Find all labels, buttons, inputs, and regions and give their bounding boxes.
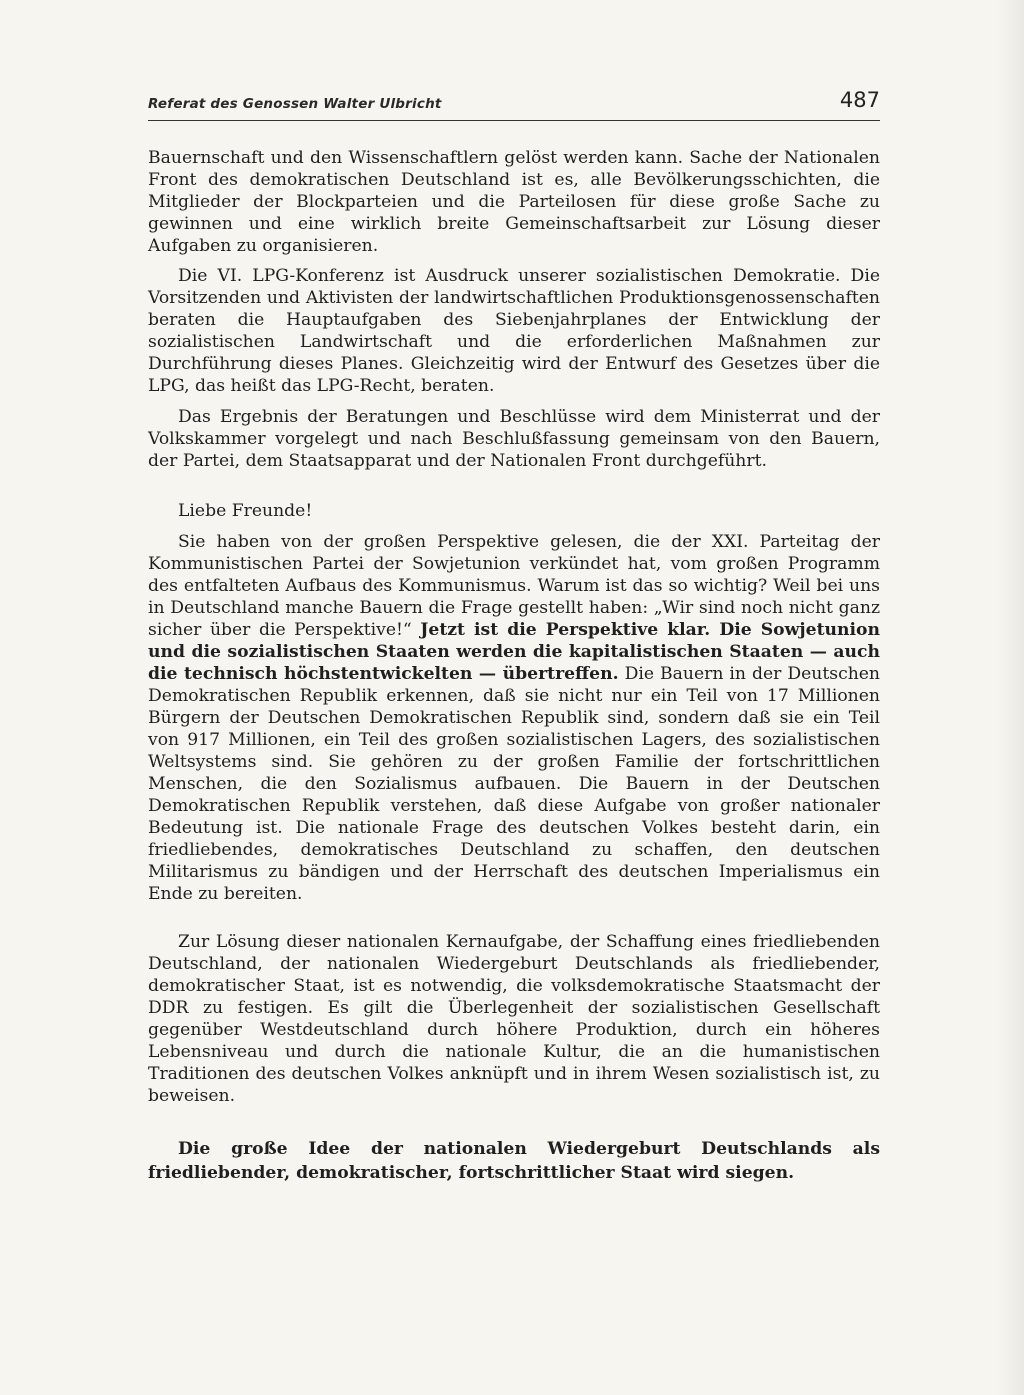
page-number: 487 — [839, 88, 880, 112]
paragraph-2: Die VI. LPG-Konferenz ist Ausdruck unserer sozialistischen Demokratie. Die Vorsitzenden und Aktivisten der landwirtschaftlichen Produktionsgenossenschaften beraten die Hauptaufgaben des Siebenjahrplanes der Entwicklung der sozialistischen Landwirtschaft und die erforderlichen Maßnahmen zur Durchführung dieses Planes. Gleichzeitig wird der Entwurf des Gesetzes über die LPG, das heißt das LPG-Recht, beraten. — [148, 266, 880, 396]
paragraph-3: Das Ergebnis der Beratungen und Beschlüsse wird dem Ministerrat und der Volkskammer vorgelegt und nach Beschlußfassung gemeinsam von den Bauern, der Partei, dem Staatsapparat und der Nationalen Front durchgeführt. — [148, 407, 880, 471]
body-text — [148, 147, 880, 1202]
closing-statement: Die große Idee der nationalen Wiedergeburt Deutschlands als friedliebender, demokratischer, fortschrittlicher Staat wird siegen. — [148, 1139, 880, 1183]
paragraph-4-continuation: Die Bauern in der Deutschen Demokratischen Republik erkennen, daß sie nicht nur ein Teil von 17 Millionen Bürgern der Deutschen Demokratischen Republik sind, sondern daß sie ein Teil von 917 Millionen, ein Teil des großen sozialistischen Lagers, des sozialistischen Weltsystems sind. Sie gehören zu der großen Familie der fortschrittlichen Menschen, die den Sozialismus aufbauen. Die Bauern in der Deutschen Demokratischen Republik verstehen, daß diese Aufgabe von großer nationaler Bedeutung ist. Die nationale Frage des deutschen Volkes besteht darin, ein friedliebendes, demokratisches Deutschland zu schaffen, den deutschen Militarismus zu bändigen und der Herrschaft des deutschen Imperialismus ein Ende zu bereiten. — [148, 664, 881, 904]
document-page — [148, 0, 880, 1395]
paragraph-4-intro: Sie haben von der großen Perspektive gelesen, die der XXI. Parteitag der Kommunistischen Partei der Sowjetunion verkündet hat, vom großen Programm des entfalteten Aufbaus des Kommunismus. Warum ist das so wichtig? Weil bei uns in Deutschland manche Bauern die Frage gestellt haben: „Wir sind noch nicht ganz sicher über die Perspektive!“ — [148, 532, 880, 640]
paragraph-4-emphasis: Jetzt ist die Perspektive klar. Die Sowjetunion und die sozialistischen Staaten werden die kapitalistischen Staaten — auch die technisch höchstentwickelten — übertreffen. — [148, 620, 880, 684]
salutation: Liebe Freunde! — [178, 501, 313, 521]
paragraph-1: Bauernschaft und den Wissenschaftlern gelöst werden kann. Sache der Nationalen Front des demokratischen Deutschland ist es, alle Bevölkerungsschichten, die Mitglieder der Blockparteien und die Parteilosen für diese große Sache zu gewinnen und eine wirklich breite Gemeinschaftsarbeit zur Lösung dieser Aufgaben zu organisieren. — [148, 148, 880, 256]
paragraph-4 — [148, 531, 880, 905]
running-header — [148, 88, 880, 121]
running-title: Referat des Genossen Walter Ulbricht — [148, 96, 442, 112]
page-edge-shadow — [996, 0, 1024, 1395]
paragraph-5: Zur Lösung dieser nationalen Kernaufgabe, der Schaffung eines friedliebenden Deutschland, der nationalen Wiedergeburt Deutschlands als friedliebender, demokratischer Staat, ist es notwendig, die volksdemokratische Staatsmacht der DDR zu festigen. Es gilt die Überlegenheit der sozialistischen Gesellschaft gegenüber Westdeutschland durch höhere Produktion, durch ein höheres Lebensniveau und durch die nationale Kultur, die an die humanistischen Traditionen des deutschen Volkes anknüpft und in ihrem Wesen sozialistisch ist, zu beweisen. — [148, 932, 880, 1106]
